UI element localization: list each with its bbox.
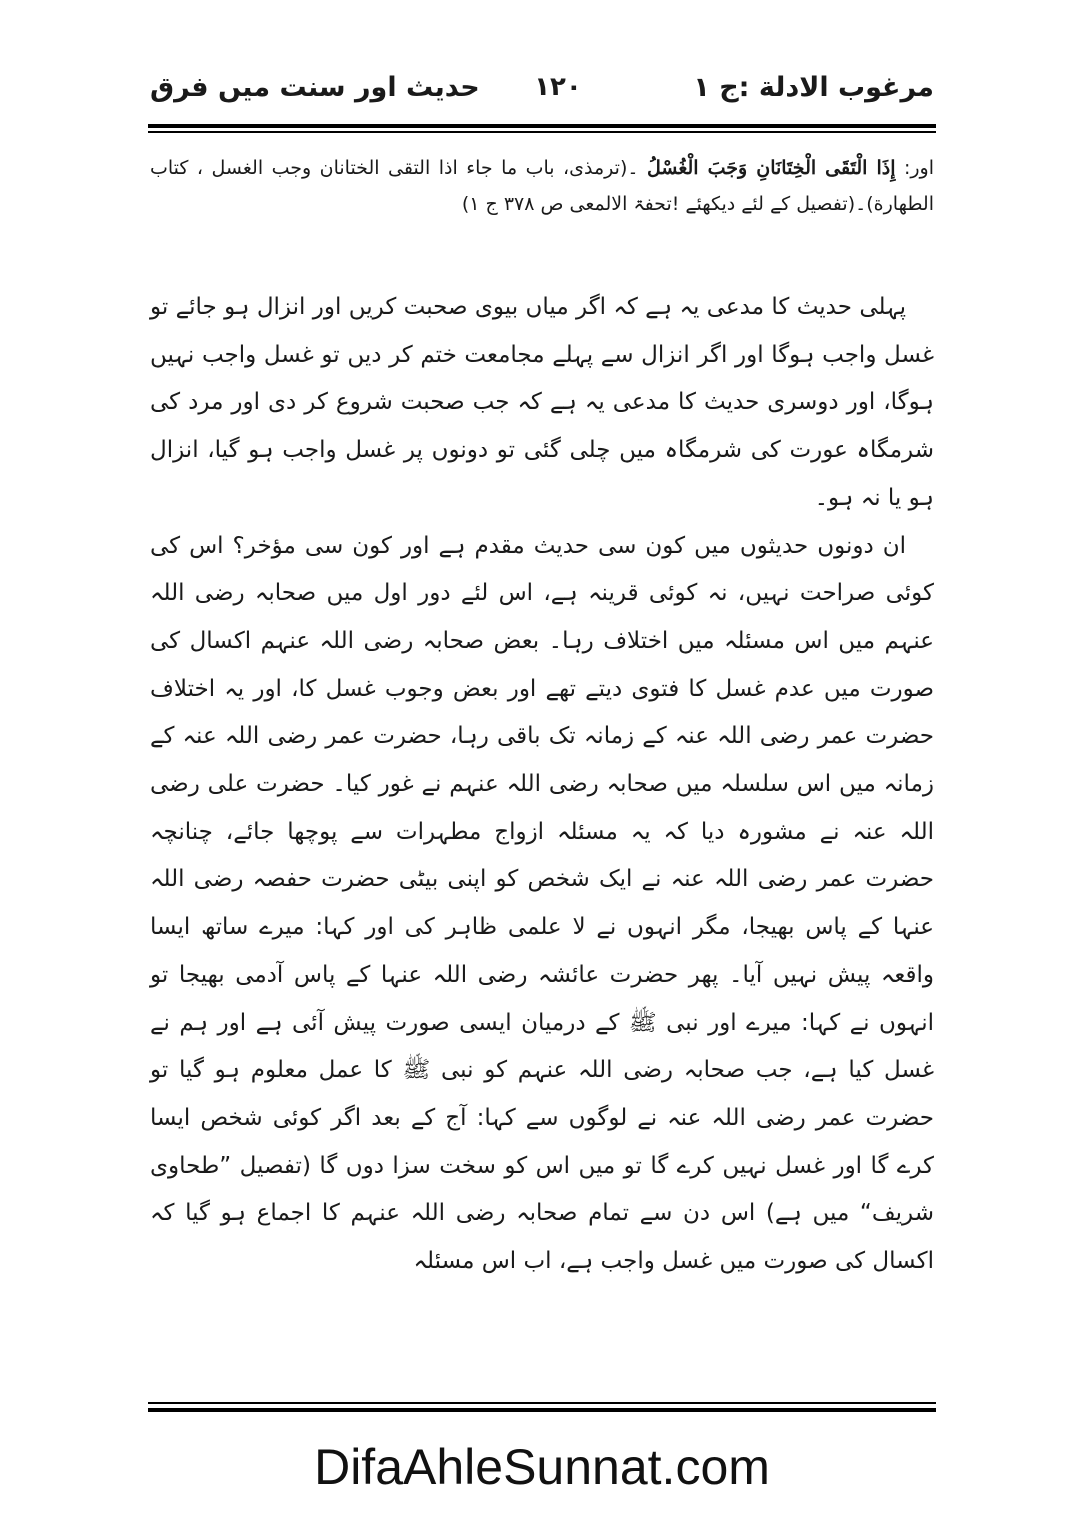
page-number: ۱۲۰ [534,72,582,102]
book-title: مرغوب الادلة :ج ۱ [693,72,934,103]
main-text [150,284,934,1286]
footer-rules [148,1402,936,1416]
footnote-reference: ۔(ترمذی، باب ما جاء اذا التقى الختانان وجب الغسل ، کتاب الطهارة)۔(تفصیل کے لئے دیکھئے !تحفۃ الالمعی ص ۳۷۸ ج ۱) [150,157,934,215]
footer-rule-thin [148,1402,936,1404]
header-rule-thin [148,131,936,133]
footer-rule-thick [148,1408,936,1412]
chapter-title: حدیث اور سنت میں فرق [150,72,480,103]
page-header [150,70,934,126]
arabic-hadith: إِذَا الْتَقَى الْخِتَانَانِ وَجَبَ الْغُسْلُ [647,157,896,179]
site-watermark: DifaAhleSunnat.com [314,1439,770,1495]
paragraph: پہلی حدیث کا مدعی یہ ہے کہ اگر میاں بیوی صحبت کریں اور انزال ہو جائے تو غسل واجب ہوگا اور اگر انزال سے پہلے مجامعت ختم کر دیں تو غسل واجب نہیں ہوگا، اور دوسری حدیث کا مدعی یہ ہے کہ جب صحبت شروع کر دی اور مرد کی شرمگاہ عورت کی شرمگاہ میں چلی گئی تو دونوں پر غسل واجب ہو گیا، انزال ہو یا نہ ہو۔ [150,294,934,511]
hadith-footnote [150,150,934,222]
header-rule-thick [148,124,936,128]
footnote-prefix: اور: [903,157,935,179]
paragraph: ان دونوں حدیثوں میں کون سی حدیث مقدم ہے اور کون سی مؤخر؟ اس کی کوئی صراحت نہیں، نہ کوئی قرینہ ہے، اس لئے دور اول میں صحابہ رضی اللہ عنہم میں اس مسئلہ میں اختلاف رہا۔ بعض صحابہ رضی اللہ عنہم اکسال کی صورت میں عدم غسل کا فتوی دیتے تھے اور بعض وجوب غسل کا، اور یہ اختلاف حضرت عمر رضی اللہ عنہ کے زمانہ تک باقی رہا، حضرت عمر رضی اللہ عنہ کے زمانہ میں اس سلسلہ میں صحابہ رضی اللہ عنہم نے غور کیا۔ حضرت علی رضی اللہ عنہ نے مشورہ دیا کہ یہ مسئلہ ازواج مطہرات سے پوچھا جائے، چنانچہ حضرت عمر رضی اللہ عنہ نے ایک شخص کو اپنی بیٹی حضرت حفصہ رضی اللہ عنہا کے پاس بھیجا، مگر انہوں نے لا علمی ظاہر کی اور کہا: میرے ساتھ ایسا واقعہ پیش نہیں آیا۔ پھر حضرت عائشہ رضی اللہ عنہا کے پاس آدمی بھیجا تو انہوں نے کہا: میرے اور نبی ﷺ کے درمیان ایسی صورت پیش آئی ہے اور ہم نے غسل کیا ہے، جب صحابہ رضی اللہ عنہم کو نبی ﷺ کا عمل معلوم ہو گیا تو حضرت عمر رضی اللہ عنہ نے لوگوں سے کہا: آج کے بعد اگر کوئی شخص ایسا کرے گا اور غسل نہیں کرے گا تو میں اس کو سخت سزا دوں گا (تفصیل ”طحاوی شریف“ میں ہے) اس دن سے تمام صحابہ رضی اللہ عنہم کا اجماع ہو گیا کہ اکسال کی صورت میں غسل واجب ہے، اب اس مسئلہ [150,532,934,1275]
